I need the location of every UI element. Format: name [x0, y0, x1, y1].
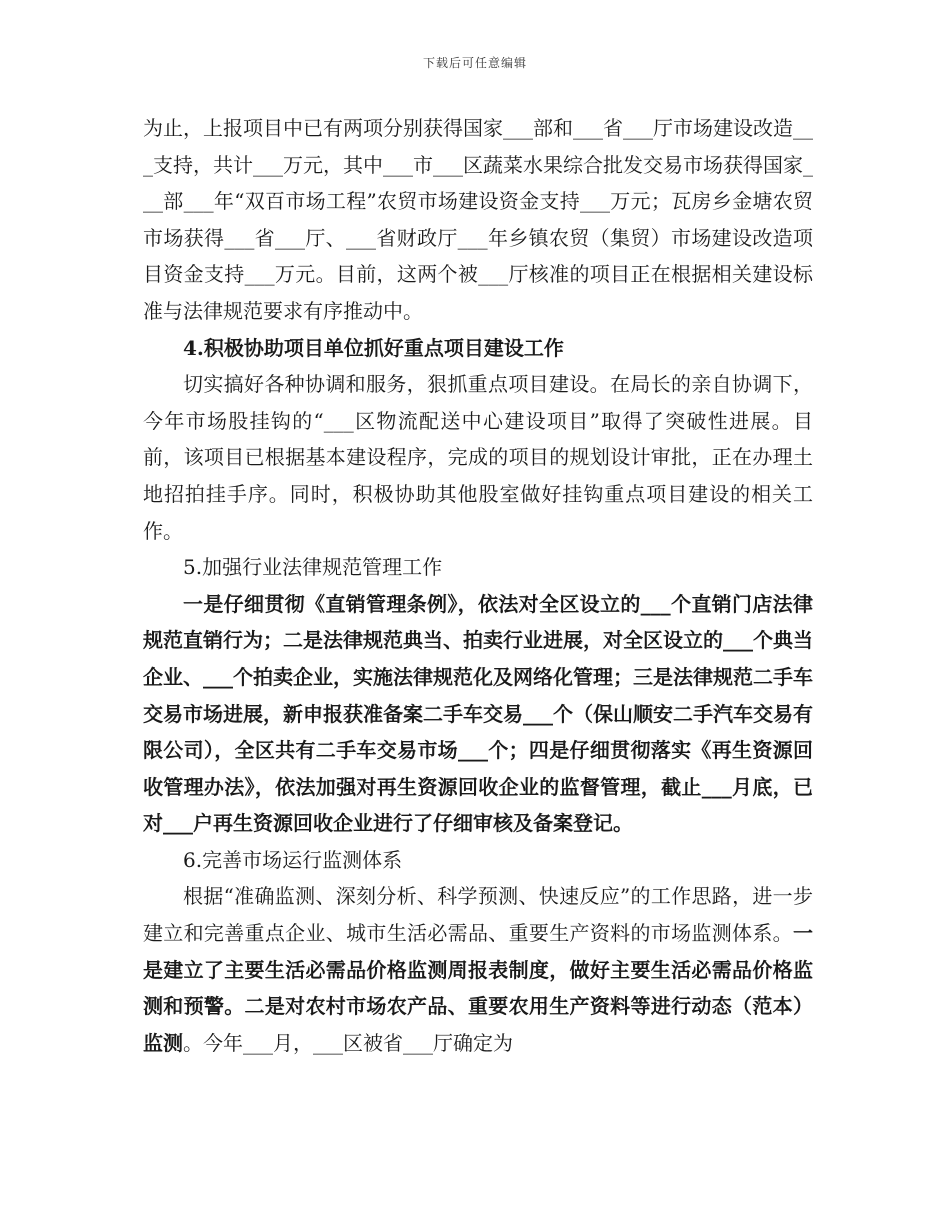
paragraph-key-projects: 切实搞好各种协调和服务，狠抓重点项目建设。在局长的亲自协调下，今年市场股挂钩的“___区物流配送中心建设项目”取得了突破性进展。目前，该项目已根据基本建设程序，完成的项目的规划设计审批，正在办理土地招拍挂手序。同时，积极协助其他股室做好挂钩重点项目建设的相关工作。 — [143, 372, 813, 543]
page-header: 下载后可任意编辑 — [422, 56, 527, 70]
paragraph-market-monitoring — [143, 878, 813, 1061]
monitoring-tail-text: 。今年___月，___区被省___厅确定为 — [183, 1030, 513, 1055]
section-heading-5: 5.加强行业法律规范管理工作 — [183, 555, 443, 580]
paragraph-industry-regulation: 一是仔细贯彻《直销管理条例》，依法对全区设立的___个直销门店法律规范直销行为；二是法律规范典当、拍卖行业进展，对全区设立的___个典当企业、___个拍卖企业，实施法律规范化及网络化管理；三是法律规范二手车交易市场进展，新申报获准备案二手车交易___个（保山顺安二手汽车交易有限公司），全区共有二手车交易市场___个；四是仔细贯彻落实《再生资源回收管理办法》，依法加强对再生资源回收企业的监督管理，截止___月底，已对___户再生资源回收企业进行了仔细审核及备案登记。 — [143, 591, 813, 836]
section-heading-6: 6.完善市场运行监测体系 — [183, 847, 403, 872]
monitoring-bold-text: 一是建立了主要生活必需品价格监测周报表制度，做好主要生活必需品价格监测和预警。二是对农村市场农产品、重要农用生产资料等进行动态（范本）监测 — [143, 921, 813, 1055]
section-heading-4: 4.积极协助项目单位抓好重点项目建设工作 — [183, 335, 564, 360]
document-body — [143, 110, 813, 1061]
monitoring-intro-text: 根据“准确监测、深刻分析、科学预测、快速反应”的工作思路，进一步建立和完善重点企业、城市生活必需品、重要生产资料的市场监测体系。 — [143, 884, 813, 946]
paragraph-project-support: 为止，上报项目中已有两项分别获得国家___部和___省___厅市场建设改造___支持，共计___万元，其中___市___区蔬菜水果综合批发交易市场获得国家___部___年“双百市场工程”农贸市场建设资金支持___万元；瓦房乡金塘农贸市场获得___省___厅、___省财政厅___年乡镇农贸（集贸）市场建设改造项目资金支持___万元。目前，这两个被___厅核准的项目正在根据相关建设标准与法律规范要求有序推动中。 — [143, 116, 813, 323]
